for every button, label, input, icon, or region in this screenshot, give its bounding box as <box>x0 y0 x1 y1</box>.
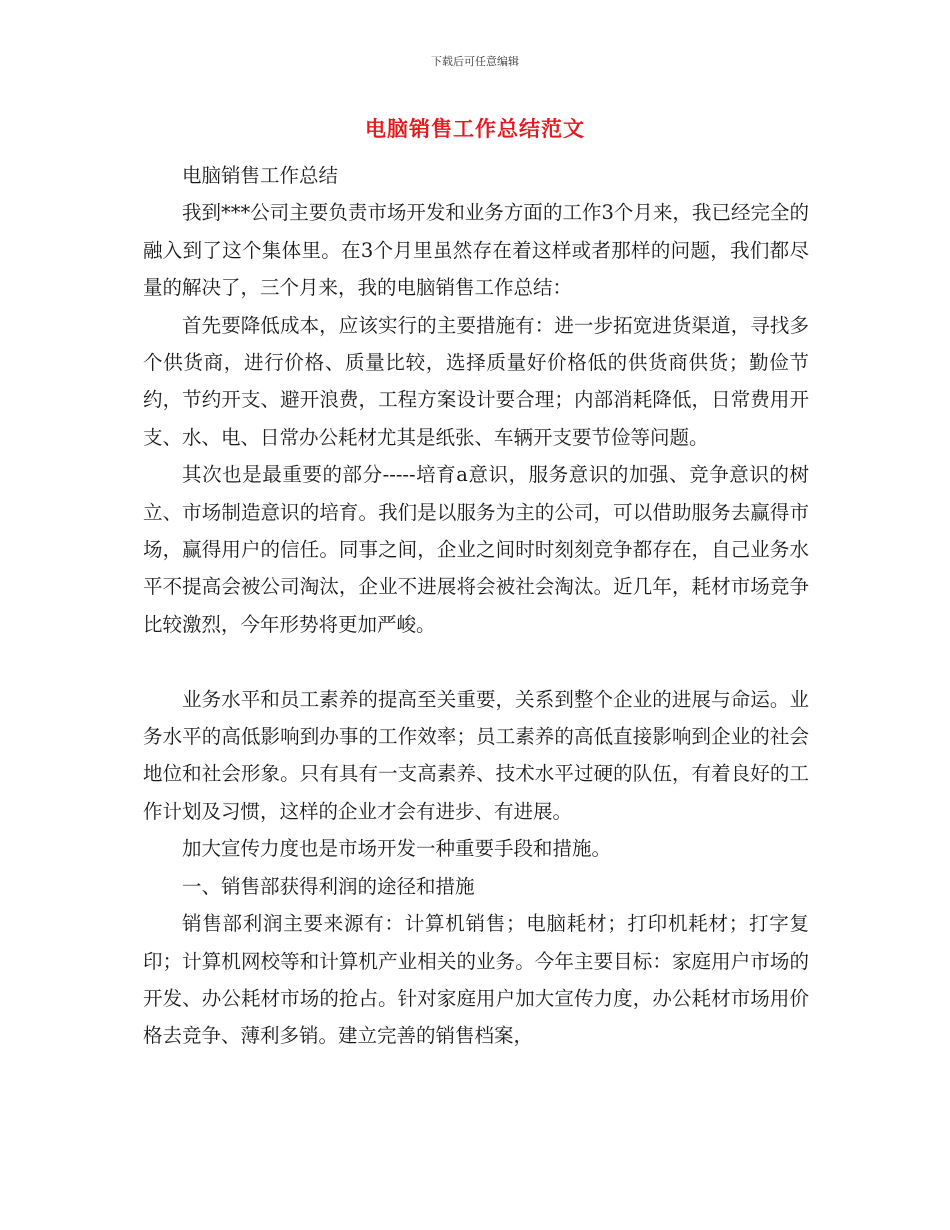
section-heading: 电脑销售工作总结 <box>182 164 339 187</box>
paragraph: 其次也是最重要的部分-----培育a意识，服务意识的加强、竞争意识的树立、市场制造意识的培育。我们是以服务为主的公司，可以借助服务去赢得市场，赢得用户的信任。同事之间，企业之间时时刻刻竞争都存在，自己业务水平不提高会被公司淘汰，企业不进展将会被社会淘汰。近几年，耗材市场竞争比较激烈，今年形势将更加严峻。 <box>143 463 809 636</box>
paragraph: 我到***公司主要负责市场开发和业务方面的工作3个月来，我已经完全的融入到了这个集体里。在3个月里虽然存在着这样或者那样的问题，我们都尽量的解决了，三个月来，我的电脑销售工作总结： <box>143 201 809 300</box>
paragraph: 加大宣传力度也是市场开发一种重要手段和措施。 <box>182 837 612 861</box>
blank-line <box>143 643 809 680</box>
paragraph: 销售部利润主要来源有：计算机销售；电脑耗材；打印机耗材；打字复印；计算机网校等和计算机产业相关的业务。今年主要目标：家庭用户市场的开发、办公耗材市场的抢占。针对家庭用户加大宣传力度，办公耗材市场用价格去竞争、薄利多销。建立完善的销售档案， <box>143 912 809 1048</box>
document-title: 电脑销售工作总结范文 <box>365 117 585 141</box>
header-note: 下载后可任意编辑 <box>431 55 519 68</box>
section-heading: 一、销售部获得利润的途径和措施 <box>182 874 475 898</box>
paragraph: 业务水平和员工素养的提高至关重要，关系到整个企业的进展与命运。业务水平的高低影响到办事的工作效率；员工素养的高低直接影响到企业的社会地位和社会形象。只有具有一支高素养、技术水平过硬的队伍，有着良好的工作计划及习惯，这样的企业才会有进步、有进展。 <box>143 687 809 823</box>
document-body <box>143 157 809 1055</box>
paragraph: 首先要降低成本，应该实行的主要措施有：进一步拓宽进货渠道，寻找多个供货商，进行价格、质量比较，选择质量好价格低的供货商供货；勤俭节约，节约开支、避开浪费，工程方案设计要合理；内部消耗降低，日常费用开支、水、电、日常办公耗材尤其是纸张、车辆开支要节俭等问题。 <box>143 313 809 449</box>
